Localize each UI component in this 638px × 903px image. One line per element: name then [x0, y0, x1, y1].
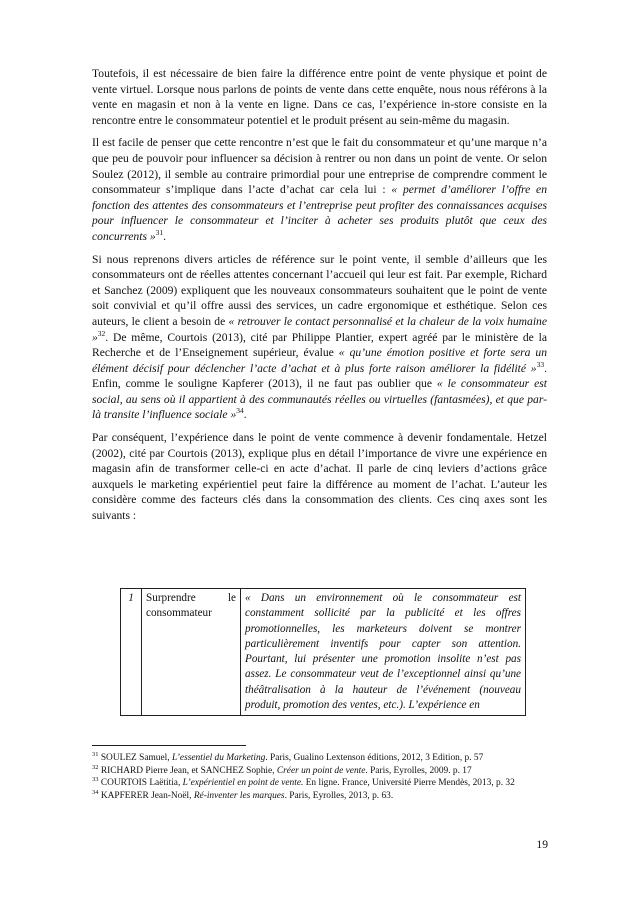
footnote-ref-32[interactable]: 32: [97, 328, 106, 338]
footnote-separator: [92, 745, 246, 746]
quote-kapferer: « le consommateur est social, au sens où il appartient à des communautés réelles ou virtuelles (fantasmées), et que par-là transite l’influence sociale »: [92, 377, 547, 422]
footnote-ref-34[interactable]: 34: [236, 406, 244, 416]
footnote-title: L’expérientiel en point de vente.: [182, 778, 304, 789]
footnote-number: 31: [92, 750, 99, 758]
footnote-text: COURTOIS Laëtitia,: [98, 778, 183, 789]
quote-soulez: « permet d’améliorer l’offre en fonction des attentes des consommateurs et l’entreprise peut profiter des connaissances acquises pour influencer le consommateur et l’inciter à acheter ses produits plutôt que ceux des concurrents »: [92, 183, 548, 243]
footnote-text: . Paris, Eyrolles, 2009. p. 17: [365, 765, 472, 776]
paragraph-1: Toutefois, il est nécessaire de bien faire la différence entre point de vente physique et point de vente virtuel. Lorsque nous parlons de points de vente dans cette enquête, nous nous référons à la vente en magasin et non à la vente en ligne. Dans ce cas, l’expérience in-store consiste en la rencontre entre le consommateur potentiel et le produit présent au sein-même du magasin.: [92, 67, 547, 127]
quote-courtois: « qu’une émotion positive et forte sera un élément décisif pour déclencher l’acte d’achat et à plus forte raison améliorer la fidélité »: [92, 346, 547, 375]
lever-description: « Dans un environnement où le consommateur est constamment sollicité par la publicité et les offres promotionnelles, les marketeurs doivent se montrer particulièrement inventifs pour capter son attention. Pourtant, lui présenter une promotion insolite n’est pas assez. Le consommateur veut de l’exceptionnel ainsi qu’une théâtralisation à la hauteur de l’événement (nouveau produit, promotion des ventes, etc.). L’expérience en: [241, 589, 526, 716]
paragraph-3-text-c: . Enfin, comme le souligne Kapferer (2013), il ne faut pas oublier que: [92, 361, 547, 391]
footnote-ref-31[interactable]: 31: [155, 228, 164, 238]
lever-title-word: le: [227, 592, 236, 604]
lever-title-word: Surprendre: [146, 592, 196, 604]
footnote-text: SOULEZ Samuel,: [98, 753, 172, 763]
lever-title-line: consommateur: [146, 607, 212, 620]
footnote-34: [92, 790, 547, 803]
body-text: [92, 66, 547, 531]
paragraph-2: [92, 135, 547, 244]
footnote-32: [92, 765, 547, 778]
lever-number: 1: [121, 589, 142, 716]
paragraph-3: [92, 252, 547, 424]
footnote-31: [92, 752, 547, 765]
footnote-title: L’essentiel du Marketing: [171, 753, 266, 763]
footnote-text: KAPFERER Jean-Noël,: [98, 790, 194, 801]
lever-title-line: [146, 591, 236, 606]
footnote-text: . Paris, Gualino Lextenson éditions, 2012, 3 Edition, p. 57: [265, 753, 484, 763]
lever-title: [142, 589, 241, 716]
footnotes: [92, 752, 547, 802]
footnote-number: 34: [92, 788, 99, 796]
footnote-ref-33[interactable]: 33: [536, 359, 545, 369]
quote-richard-sanchez: « retrouver le contact personnalisé et la chaleur de la voix humaine »: [92, 314, 548, 344]
footnote-text: En ligne. France, Université Pierre Mendès, 2013, p. 32: [303, 778, 515, 789]
paragraph-4: Par conséquent, l’expérience dans le point de vente commence à devenir fondamentale. Hetzel (2002), cité par Courtois (2013), explique plus en détail l’importance de vivre une expérience en magasin afin de transformer celle-ci en acte d’achat. Il parle de cinq leviers d’actions grâce auxquels le marketing expérientiel peut faire la différence au moment de l’achat. L’auteur les considère comme des facteurs clés dans la consommation des clients. Ces cinq axes sont les suivants :: [92, 431, 547, 523]
footnote-33: [92, 777, 547, 790]
footnote-text: . Paris, Eyrolles, 2013, p. 63.: [284, 790, 394, 801]
footnote-number: 32: [92, 763, 99, 771]
footnote-number: 33: [92, 776, 99, 784]
paragraph-2-text: Il est facile de penser que cette rencontre n’est que le fait du consommateur et qu’une marque n’a que peu de pouvoir pour influencer sa décision à rentrer ou non dans un point de vente. Or selon Soulez (2012), il semble au contraire primordial pour une entreprise de comprendre comment le consommateur s’implique dans l’acte d’achat car cela lui :: [92, 136, 547, 197]
paragraph-3-end: .: [243, 408, 247, 422]
paragraph-3-text-a: Si nous reprenons divers articles de référence sur le point vente, il semble d’ailleurs que les consommateurs ont de réelles attentes concernant l’accueil qui leur est fait. Par exemple, Richard et Sanchez (2009) expliquent que les nouveaux consommateurs souhaitent que le point de vente soit convivial et qu’il offre aussi des services, un cadre ergonomique et esthétique. Selon ces auteurs, le client a besoin de: [92, 252, 547, 328]
experiential-levers-table: [120, 588, 526, 716]
footnote-title: Ré-inventer les marques: [193, 790, 285, 801]
table-row: [121, 589, 526, 716]
footnote-title: Créer un point de vente: [276, 765, 366, 776]
footnote-text: RICHARD Pierre Jean, et SANCHEZ Sophie,: [98, 765, 277, 776]
paragraph-3-text-b: . De même, Courtois (2013), cité par Philippe Plantier, expert agréé par le ministère de la Recherche et de l’Enseignement supérieur, évalue: [92, 330, 547, 360]
paragraph-2-end: .: [163, 229, 167, 243]
page-number: 19: [536, 838, 548, 851]
